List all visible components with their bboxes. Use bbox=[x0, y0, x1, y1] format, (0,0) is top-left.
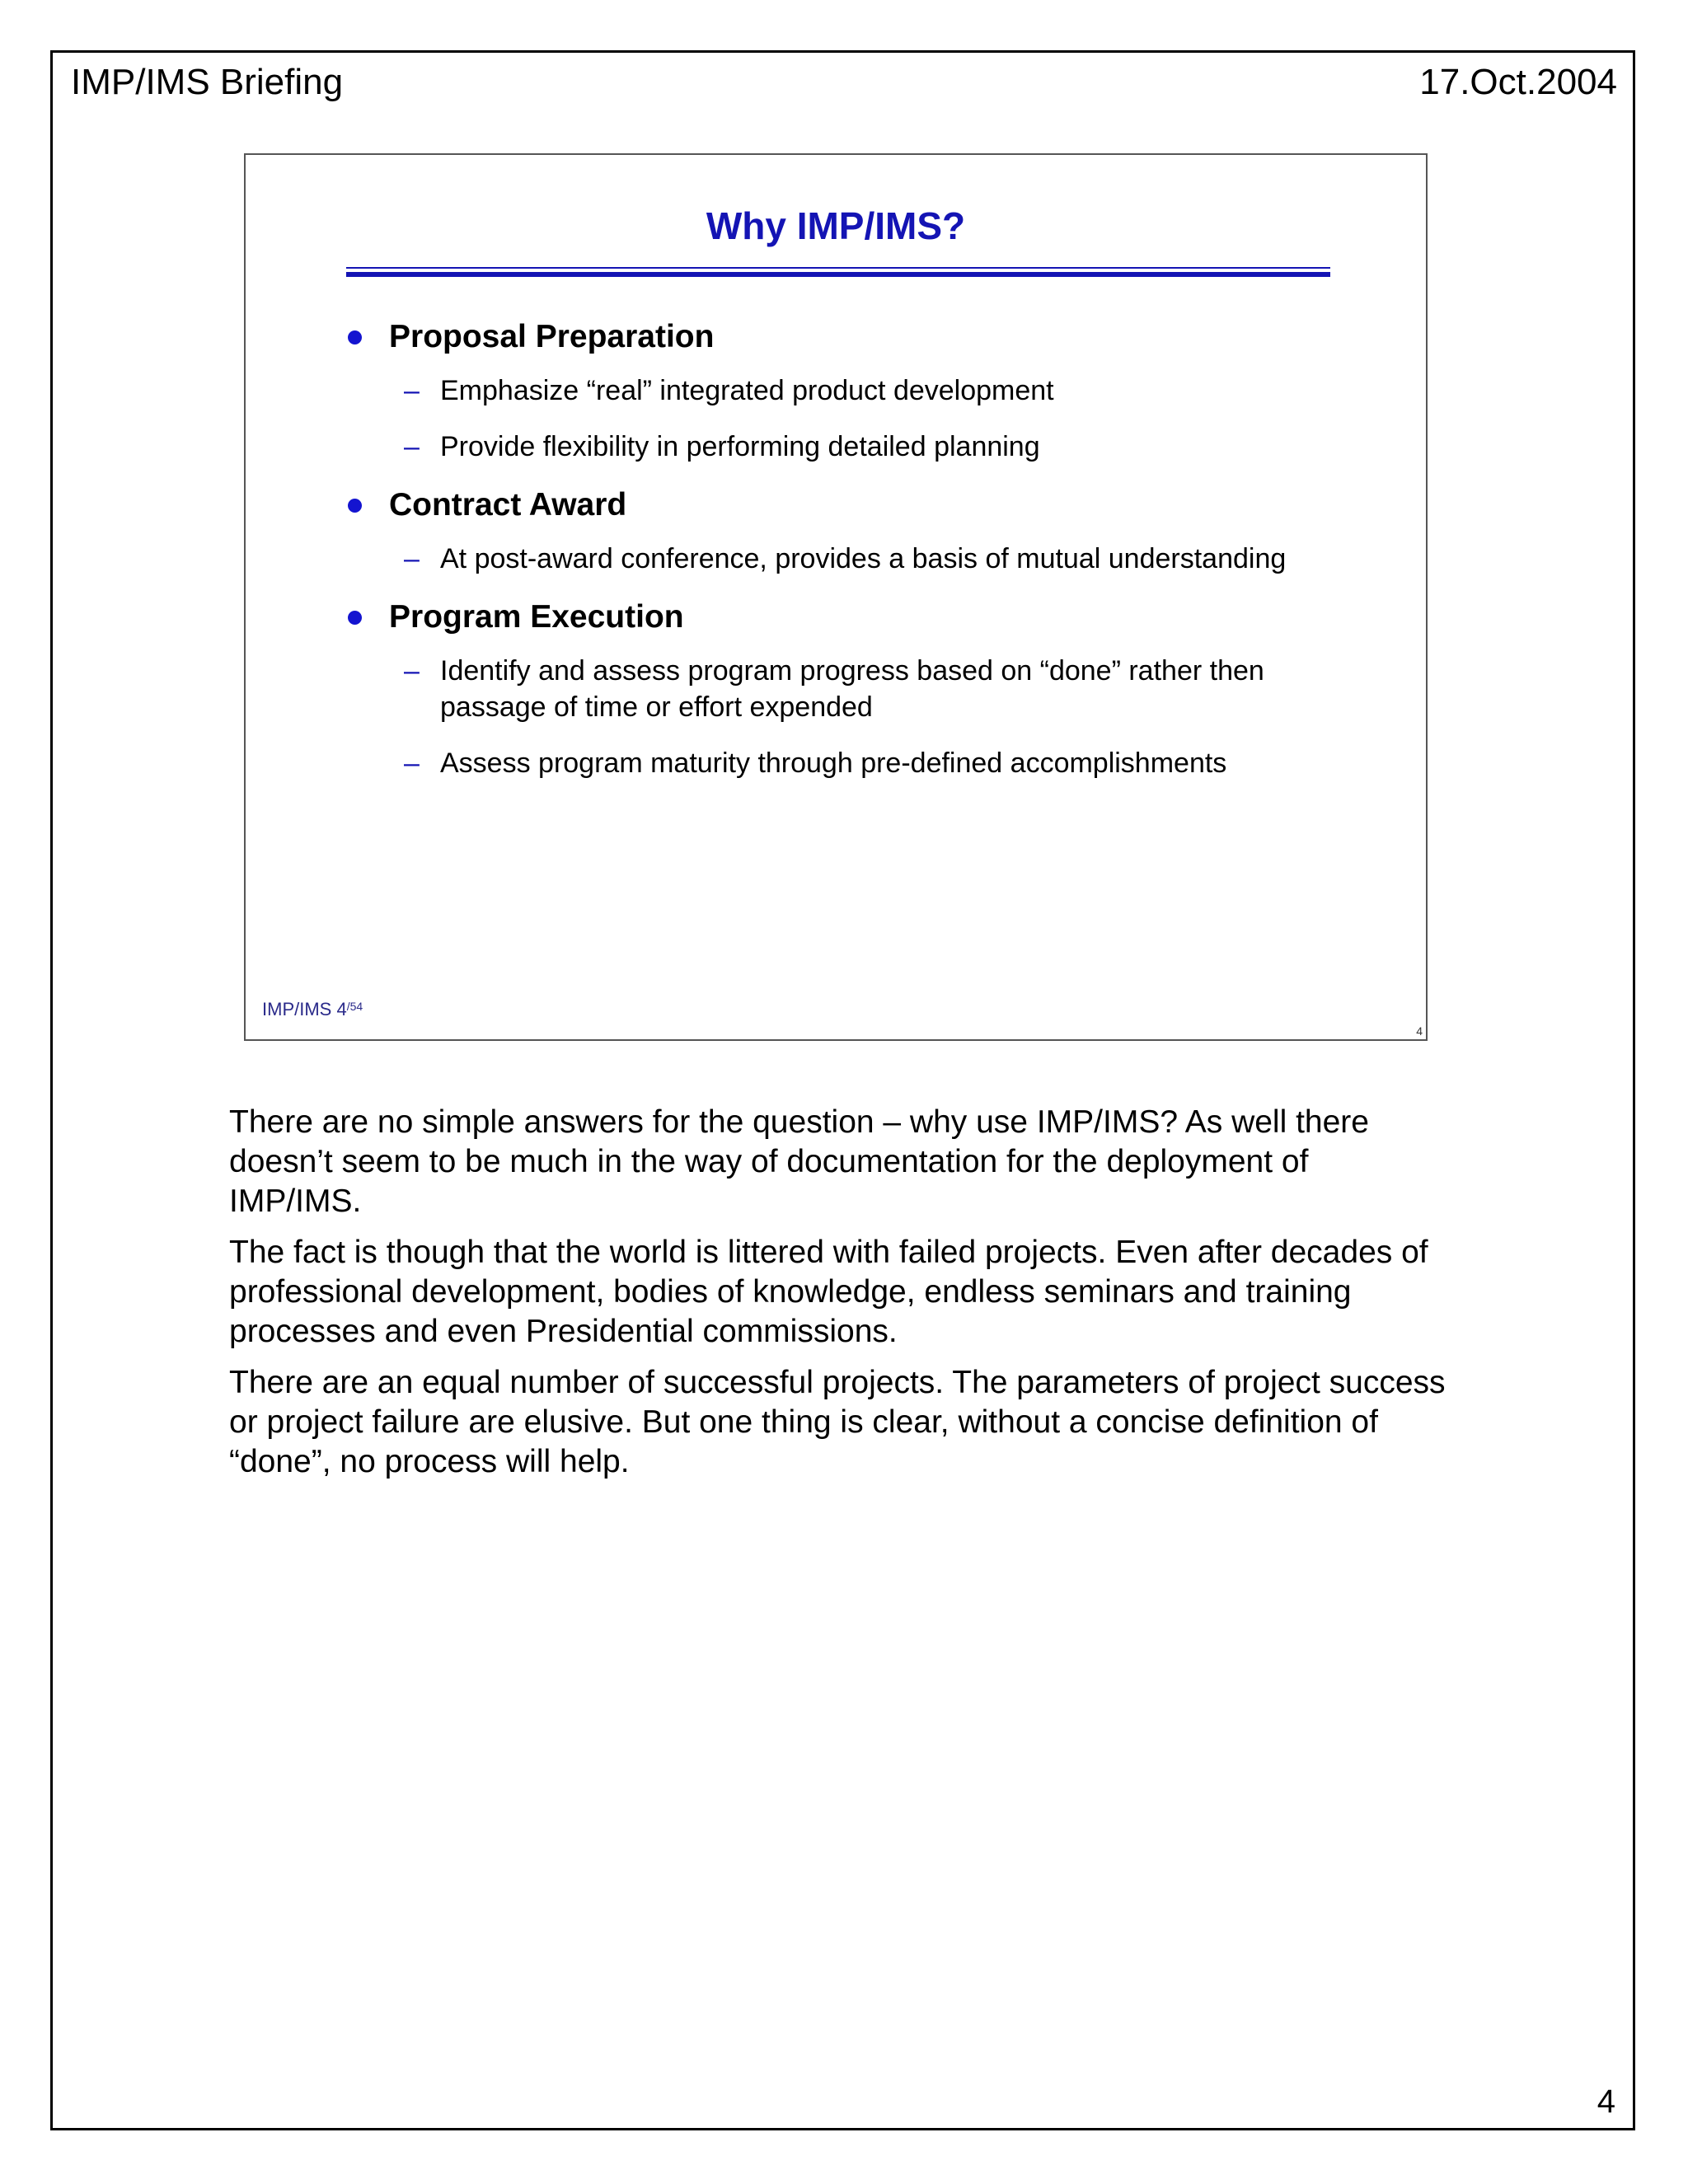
slide-bullet-list bbox=[346, 316, 1330, 801]
notes-paragraph: The fact is though that the world is littered with failed projects. Even after decades of professional development, bodies of knowledge, endless seminars and training processes and even Presidential commissions. bbox=[229, 1235, 1428, 1349]
slide-footer-text: IMP/IMS 4 bbox=[262, 999, 347, 1019]
slide-thumbnail bbox=[244, 153, 1428, 1041]
title-divider-thin bbox=[346, 267, 1330, 269]
dash-icon: – bbox=[404, 543, 420, 574]
dash-icon: – bbox=[404, 655, 420, 687]
sub-bullet bbox=[346, 373, 1289, 409]
bullet-dot-icon bbox=[348, 499, 362, 513]
document-date: 17.Oct.2004 bbox=[1419, 62, 1617, 102]
document-title: IMP/IMS Briefing bbox=[71, 62, 344, 102]
sub-bullet-text: Emphasize “real” integrated product development bbox=[440, 375, 1054, 406]
bullet-dot-icon bbox=[348, 330, 362, 344]
dash-icon: – bbox=[404, 431, 420, 462]
bullet-heading-text: Contract Award bbox=[389, 487, 627, 523]
notes-paragraph: There are no simple answers for the question – why use IMP/IMS? As well there doesn’t seem to be much in the way of documentation for the deployment of IMP/IMS. bbox=[229, 1104, 1369, 1219]
dash-icon: – bbox=[404, 375, 420, 406]
bullet-heading-text: Program Execution bbox=[389, 599, 684, 635]
bullet-group-execution bbox=[346, 597, 1330, 781]
slide-number: 4 bbox=[1416, 1024, 1423, 1038]
bullet-heading bbox=[346, 316, 1330, 358]
bullet-heading bbox=[346, 485, 1330, 526]
slide-footer-total: /54 bbox=[346, 1000, 363, 1013]
sub-bullet bbox=[346, 429, 1289, 465]
slide-title: Why IMP/IMS? bbox=[706, 204, 966, 247]
bullet-group-contract bbox=[346, 485, 1330, 577]
dash-icon: – bbox=[404, 748, 420, 779]
bullet-heading-text: Proposal Preparation bbox=[389, 319, 715, 354]
sub-bullet bbox=[346, 745, 1289, 781]
sub-bullet bbox=[346, 653, 1289, 725]
page-number: 4 bbox=[1597, 2083, 1615, 2120]
sub-bullet bbox=[346, 541, 1289, 577]
sub-bullet-text: Provide flexibility in performing detailed planning bbox=[440, 431, 1040, 462]
title-divider-thick bbox=[346, 272, 1330, 277]
sub-bullet-text: At post-award conference, provides a basis of mutual understanding bbox=[440, 543, 1287, 574]
bullet-group-proposal bbox=[346, 316, 1330, 465]
sub-bullet-text: Identify and assess program progress based on “done” rather then passage of time or effort expended bbox=[440, 655, 1264, 723]
speaker-notes bbox=[229, 1103, 1449, 1493]
slide-footer bbox=[262, 998, 363, 1021]
bullet-dot-icon bbox=[348, 611, 362, 625]
notes-paragraph: There are an equal number of successful projects. The parameters of project success or project failure are elusive. But one thing is clear, without a concise definition of “done”, no process will help. bbox=[229, 1365, 1446, 1479]
bullet-heading bbox=[346, 597, 1330, 638]
sub-bullet-text: Assess program maturity through pre-defined accomplishments bbox=[440, 748, 1227, 779]
